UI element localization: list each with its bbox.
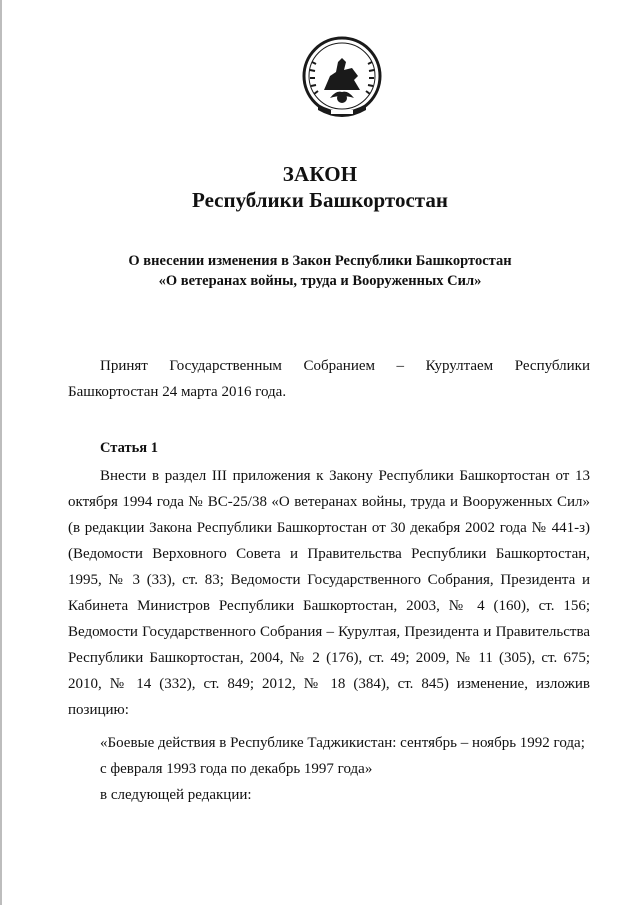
adopted-statement: Принят Государственным Собранием – Курултаем Республики Башкортостан 24 марта 2016 года. <box>68 358 590 400</box>
quote-line-2: с февраля 1993 года по декабрь 1997 года» <box>100 761 373 777</box>
article-title: Статья 1 <box>100 440 158 456</box>
article-body: Внести в раздел III приложения к Закону Республики Башкортостан от 13 октября 1994 года № ВС-25/38 «О ветеранах войны, труда и Вооруженных Сил» (в редакции Закона Республики Башкортостан от 30 декабря 2002 года № 441-з) (Ведомости Верховного Совета и Правительства Республики Башкортостан, 1995, № 3 (33), ст. 83; Ведомости Государственного Собрания, Президента и Кабинета Министров Республики Башкортостан, 2003, № 4 (160), ст. 156; Ведомости Государственного Собрания – Курултая, Президента и Правительства Республики Башкортостан, 2004, № 2 (176), ст. 49; 2009, № 11 (305), ст. 675; 2010, № 14 (332), ст. 849; 2012, № 18 (384), ст. 845) изменение, изложив позицию: <box>68 468 590 718</box>
law-heading-line-2: «О ветеранах войны, труда и Вооруженных Сил» <box>158 273 482 289</box>
next-paragraph: в следующей редакции: <box>100 787 252 803</box>
document-subtitle: Республики Башкортостан <box>192 188 448 212</box>
law-heading-line-1: О внесении изменения в Закон Республики Башкортостан <box>128 253 512 269</box>
document-title: ЗАКОН <box>282 162 358 186</box>
coat-of-arms-icon <box>300 32 384 128</box>
quote-line-1: «Боевые действия в Республике Таджикистан: сентябрь – ноябрь 1992 года; <box>100 735 585 751</box>
page-edge <box>0 0 2 905</box>
